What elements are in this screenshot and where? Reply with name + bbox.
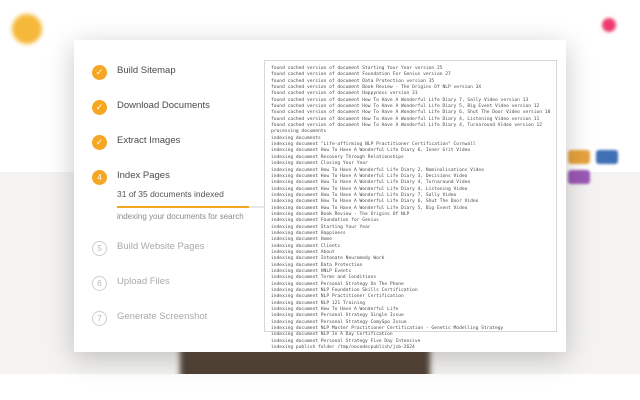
log-line: found cached version of document Starting Your Year version 25: [271, 66, 443, 71]
log-line: found cached version of document How To Have A Wonderful Life Diary 7, Sally Video version 13: [271, 97, 529, 103]
log-console[interactable]: [264, 60, 557, 351]
step-item-index-pages[interactable]: [92, 169, 260, 221]
step-label: Upload Files: [117, 276, 170, 287]
log-line: indexing document NLP Master Practitioner Certification - Genetic Modelling Strategy: [271, 326, 504, 332]
log-line: processing documents: [271, 129, 327, 135]
log-line: found cached version of document Book Review - The Origins Of NLP version 3X: [271, 85, 482, 91]
step-number-badge: [92, 276, 107, 291]
log-line: found cached version of document How To Have A Wonderful Life Diary 4, Listening Video version 11: [271, 116, 540, 122]
log-line: indexing document Happiness: [271, 230, 346, 236]
check-icon: ✓: [95, 137, 104, 147]
step-status-icon-check: [92, 65, 107, 80]
step-body: [117, 240, 205, 254]
step-label: Download Documents: [117, 100, 210, 111]
background-swatch: [568, 170, 590, 184]
log-line: indexing document About: [271, 249, 335, 255]
step-item-upload-files[interactable]: [92, 275, 260, 291]
log-line: found cached version of document How To Have A Wonderful Life Diary 4, Turnaround Video version 12: [271, 123, 543, 129]
step-item-extract-images[interactable]: [92, 134, 260, 150]
log-line: indexing document How To Have A Wonderful Life Diary 3, Decisions Video: [271, 173, 468, 179]
step-number-badge: [92, 170, 107, 185]
log-line: indexing document How To Have A Wonderful Life Diary 6, Inner Grit Video: [271, 148, 471, 154]
log-line: indexing document How To Have A Wonderful Life Diary 6, Shut The Door Video: [271, 199, 479, 205]
step-item-generate-screenshot[interactable]: [92, 310, 260, 326]
log-line: indexing document NLP Foundation Skills Certification: [271, 288, 418, 294]
log-line: found cached version of document Foundation For Genius version 27: [271, 72, 451, 78]
step-body: [117, 134, 180, 148]
log-line: indexing document How To Have A Wonderful Life Diary 4, Listening Video: [271, 186, 468, 192]
step-number: 7: [97, 313, 102, 323]
step-label: Build Website Pages: [117, 241, 205, 252]
log-line: found cached version of document How To Have A Wonderful Life Diary 6, Shut The Door Video version 10: [271, 110, 551, 116]
step-label: Build Sitemap: [117, 65, 176, 76]
progress-bar-fill: [117, 206, 249, 208]
background-avatar: [602, 18, 616, 32]
log-line: indexing document Personal Strategy On The Phone: [271, 281, 404, 287]
step-number-badge: [92, 241, 107, 256]
log-line: indexing document Foundation for Genius: [271, 218, 379, 224]
background-footer: [0, 374, 640, 400]
log-line: indexing document Closing Your Year: [271, 161, 368, 167]
log-line: indexing document Book Review - The Origins Of NLP: [271, 211, 410, 217]
log-line: indexing document Terms and Conditions: [271, 275, 377, 281]
step-body: [117, 99, 210, 113]
log-line: indexing publish folder /tmp/nocodecpublish/jsb-2624: [271, 345, 415, 351]
log-line: indexing document Data Protection: [271, 262, 363, 268]
log-line: found cached version of document How To Have A Wonderful Life Diary 5, Big Event Video version 12: [271, 104, 540, 110]
log-line: indexing document How To Have A Wonderful Life Diary 4, Turnaround Video: [271, 180, 471, 186]
step-status-icon-check: [92, 135, 107, 150]
log-line: indexing document How To Have A Wonderful Life Diary 7, Sally Video: [271, 192, 457, 198]
progress-status-text: indexing your documents for search: [117, 212, 244, 221]
step-status-icon-check: [92, 100, 107, 115]
log-line: indexing document Recovery Through Relationships: [271, 154, 404, 160]
background-logo: [12, 14, 42, 44]
step-list: [74, 40, 260, 352]
step-body: [117, 64, 176, 78]
check-icon: ✓: [95, 102, 104, 112]
log-line: indexing document "Life-affirming NLP Practitioner Certification" Cornwall: [271, 142, 476, 148]
log-line: indexing document Clients: [271, 243, 341, 249]
log-line: indexing document NLP Practitioner Certification: [271, 294, 404, 300]
log-line: indexing document NLP 121 Training: [271, 300, 366, 306]
log-line: indexing document NLP In A Day Certification: [271, 332, 393, 338]
step-item-download-documents[interactable]: [92, 99, 260, 115]
log-line: indexing document Intonate Neuromedy Work: [271, 256, 385, 262]
log-line: indexing documents: [271, 135, 321, 141]
log-line: indexing document How To Have A Wonderful Life Diary 5, Big Event Video: [271, 205, 468, 211]
log-output: [265, 61, 556, 356]
log-line: indexing document Personal Strategy Single Issue: [271, 313, 404, 319]
step-number-badge: [92, 311, 107, 326]
step-body: [117, 169, 265, 221]
check-icon: ✓: [95, 67, 104, 77]
step-label: Generate Screenshot: [117, 311, 208, 322]
step-body: [117, 275, 170, 289]
log-line: indexing document Starting Your Year: [271, 224, 371, 230]
step-label: Extract Images: [117, 135, 181, 146]
background-swatch: [596, 150, 618, 164]
step-number: 5: [97, 243, 102, 253]
step-number: 6: [97, 278, 102, 288]
log-line: indexing document Home: [271, 237, 332, 243]
step-number: 4: [97, 172, 102, 182]
log-line: indexing document HNLP Events: [271, 269, 352, 274]
indexed-count-text: 31 of 35 documents indexed: [117, 189, 224, 199]
publish-progress-dialog: [74, 40, 566, 352]
background-swatch: [568, 150, 590, 164]
step-label: Index Pages: [117, 170, 170, 181]
log-line: indexing document How To Have A Wonderful Life: [271, 307, 399, 313]
step-body: [117, 310, 207, 324]
log-line: found cached version of document Data Protection version 35: [271, 78, 435, 84]
log-line: indexing document Personal Strategy Five Day Intensive: [271, 338, 421, 344]
progress-bar: [117, 206, 265, 208]
step-item-build-website-pages[interactable]: [92, 240, 260, 256]
log-line: indexing document How To Have A Wonderful Life Diary 2, Nominalisations Video: [271, 167, 484, 173]
log-line: indexing document Personal Strategy ComySpo Issue: [271, 319, 407, 325]
step-item-build-sitemap[interactable]: [92, 64, 260, 80]
log-line: found cached version of document Happyness version 31: [271, 91, 418, 97]
